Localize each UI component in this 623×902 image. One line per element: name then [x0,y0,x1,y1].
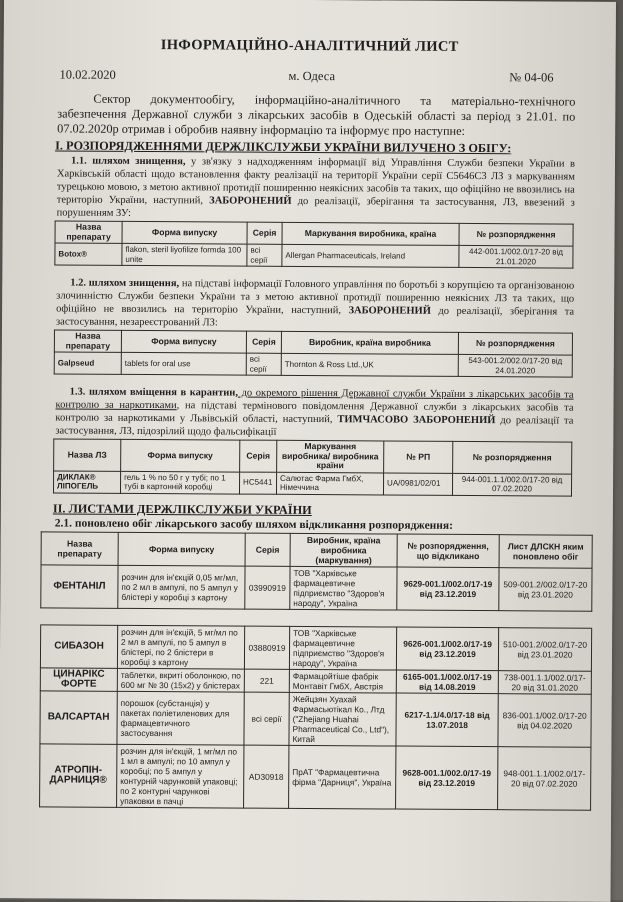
table-1-1 [54,220,573,268]
paragraph-1-1-lead: 1.1. шляхом знищення, [70,155,186,168]
drug-name-cell: ВАЛСАРТАН [40,690,117,743]
table-header-cell: Форма випуску [122,221,247,244]
table-row [55,243,573,268]
manufacturer-cell: ТОВ "Харківське фармацевтичне підприємство "Здоров'я народу", Україна [290,566,397,610]
series-cell: AD30918 [244,745,289,808]
paragraph-1-1-tail: до реалізації, зберігання та застосування, ЛЗ, ввезений з порушенням ЗУ: [56,195,575,219]
table-header-cell: Виробник, країна виробника (маркування) [290,533,397,567]
paragraph-1-3-lead: 1.3. шляхом вміщення в карантин, [69,386,239,399]
table-header-cell: Серія [245,533,290,566]
table-header-cell: Виробник, країна виробника [281,331,458,354]
form-cell: розчин для ін'єкцій 0,05 мг/мл, по 2 мл в ампулі, по 5 ампул у блістері у коробці з картону [118,565,245,609]
series-cell: 221 [244,669,289,692]
manufacturer-cell: Жейцзян Хуахай Фармасьютікал Ко., Лтд ("Zhejiang Huahai Pharmaceutical Co., Ltd"), Китай [289,692,396,746]
paragraph-1-2-strong: ЗАБОРОНЕНИЙ [348,305,431,317]
drug-name-cell: ФЕНТАНІЛ [41,564,118,607]
paragraph-1-3-text: , на підставі термінового повідомлення Державної служби з лікарських засобів та контролю за наркотиками у Львівській області, наступний, [55,400,574,426]
document-header [3,67,615,89]
table-header-cell: Форма випуску [121,330,246,353]
restore-letter-cell: 738-001.1.1/002.0/17-20 від 31.01.2020 [498,670,591,694]
paragraph-1-3-strong: ТИМЧАСОВО ЗАБОРОНЕНИЙ [337,414,496,427]
table-header-cell: Форма випуску [121,439,240,471]
series-cell: всі серії [246,353,281,375]
section-2-subheading: 2.1. поновлено обіг лікарського засобу шляхом відкликання розпорядження: [54,516,454,532]
table-row [53,470,571,495]
drug-name-cell: Botox® [55,243,122,265]
table-header-cell: № розпорядження, що відкликано [397,534,499,568]
table-row [54,352,572,377]
table-row [40,624,591,670]
series-cell: всі серії [247,244,282,266]
table-header-cell: Серія [247,222,282,244]
restore-letter-cell: 510-001.2/002.0/17-20 від 23.01.2020 [498,627,591,671]
paragraph-1-3-underlined: до окремого рішення Державної служби України з лікарських засобів та контролю за наркотиками [55,387,574,412]
manufacturer-cell: Фармацойтіше фабрік Монтавіт ГмбХ, Австрія [289,669,396,693]
table-row [40,743,591,809]
table-header-cell: Маркування виробника/ виробника країни [277,440,384,472]
paragraph-1-1-strong: ЗАБОРОНЕНИЙ [209,195,292,207]
revoked-order-cell: 9629-001.1/002.0/17-19 від 23.12.2019 [397,567,499,611]
table-header-cell: № розпорядження [459,223,573,246]
form-cell: гель 1 % по 50 г у тубі; по 1 тубі в картонній коробці [120,471,239,494]
table-row [41,564,592,610]
document-number: № 04-06 [509,70,554,85]
paragraph-1-3-tail: до реалізації та застосування, ЛЗ, підозрілий щодо фальсифікації [55,415,574,438]
drug-name-cell: Galpseud [54,352,121,374]
table-header-cell: № РП [384,441,453,473]
form-cell: таблетки, вкриті оболонкою, по 600 мг № 30 (15x2) у блістерах [117,668,244,692]
table-header-row [41,531,592,567]
manufacturer-cell: Allergan Pharmaceuticals, Ireland [282,244,459,267]
paragraph-1-1-text: у зв'язку з надходженням інформації від Управління Служби безпеки України в Харківській області щодо встановлення факту реалізації на території України серії C5646C3 ЛЗ з маркуванням турецькою мовою, з метою активної протидії поширенню неякісних засобів та таких, що офіційно не ввозились на територію України, наступний, [56,156,576,207]
section-1-heading: І. РОЗПОРЯДЖЕННЯМИ ДЕРЖЛІКСЛУЖБИ УКРАЇНИ ВИЛУЧЕНО З ОБІГУ: [55,138,512,156]
table-header-cell: № розпорядження [458,332,572,355]
table-header-cell: Серія [240,440,277,472]
table-header-cell: Назва ЛЗ [54,439,121,471]
paragraph-1-3 [55,385,573,440]
table-header-row [54,439,572,474]
series-cell: 03880919 [244,626,289,669]
registration-number-cell: UA/0981/02/01 [383,472,452,494]
revoked-order-cell: 9628-001.1/002.0/17-19 від 23.12.2019 [396,746,498,810]
table-1-3 [53,438,572,496]
paragraph-1-2-tail: до реалізації, зберігання та застосування, незареєстрований ЛЗ: [55,305,575,329]
table-1-2 [54,329,573,377]
order-number-cell: 944-001.1.1/002.0/17-20 від 07.02.2020 [452,473,571,496]
restore-letter-cell: 948-001.1.1/002.0/17-20 від 07.02.2020 [498,746,591,810]
section-2-heading: ІІ. ЛИСТАМИ ДЕРЖЛІКСЛУЖБИ УКРАЇНИ [52,500,312,517]
form-cell: розчин для ін'єкцій, 1 мг/мл по 1 мл в ампулі; по 10 ампул у коробці; по 5 ампул у контурній чарунковій упаковці; по 2 контурні чарункові упаковки в пачці [117,744,244,808]
series-cell: HC5441 [239,472,276,494]
table-header-cell: Лист ДЛСКН яким поновлено обіг [499,534,592,568]
revoked-order-cell: 6165-001.1/002.0/17-19 від 14.08.2019 [396,670,498,694]
series-cell: всі серії [244,692,289,745]
table-row [40,667,591,693]
form-cell: tablets for oral use [121,352,246,375]
manufacturer-cell: ТОВ "Харківське фармацевтичне підприємство "Здоров'я народу", Україна [289,626,396,670]
revoked-order-cell: 9626-001.1/002.0/17-19 від 23.12.2019 [396,627,498,671]
drug-name-cell: СИБАЗОН [40,624,117,667]
restore-letter-cell: 509-001.2/002.0/17-20 від 23.01.2020 [499,567,592,611]
document-date: 10.02.2020 [59,67,116,82]
form-cell: flakon, steril liyofilize formda 100 unite [122,243,247,266]
intro-paragraph: Сектор документообігу, інформаційно-аналітичного та матеріально-технічного забезпечення Державної служби з лікарських засобів в Одеській області за період з 21.01. по 07.02.2020р отримав і обробив наявну інформацію та інформує про наступне: [57,91,576,138]
paragraph-1-2-lead: 1.2. шляхом знищення, [70,277,180,290]
table-header-row [55,221,573,246]
drug-name-cell: ДИКЛАК® ЛІПОГЕЛЬ [53,470,120,492]
form-cell: розчин для ін'єкцій, 5 мг/мл по 2 мл в ампулі, по 5 ампул в блістері, по 2 блістери в коробці з картону [117,625,244,669]
table-row [40,690,591,746]
paragraph-1-2 [56,276,574,331]
revoked-order-cell: 6217-1.1/4.0/17-18 від 13.07.2018 [396,693,498,747]
restore-letter-cell: 836-001.1/002.0/17-20 від 04.02.2020 [498,693,591,747]
series-cell: 03990919 [245,566,290,609]
document-title: ІНФОРМАЦІЙНО-АНАЛІТИЧНИЙ ЛИСТ [160,37,459,55]
drug-name-cell: ЦИНАРІКС ФОРТЕ [40,667,117,690]
document-city: м. Одеса [288,68,336,84]
paragraph-1-2-text: на підставі інформації Головного управління по боротьбі з корупцією та організованою злочинністю Служби безпеки України та з метою активної протидії поширенню неякісних ЛЗ та таких, що офіційно не ввозились на територію України, наступний, [56,278,575,317]
order-number-cell: 442-001.1/002.0/17-20 від 21.01.2020 [459,245,573,268]
manufacturer-cell: Thornton & Ross Ltd.,UK [281,353,458,376]
manufacturer-cell: Салютас Фарма ГмбХ, Німеччина [276,472,383,495]
table-header-cell: Форма випуску [118,532,245,566]
manufacturer-cell: ПрАТ "Фармацевтична фірма "Дарниця", Україна [289,745,396,809]
table-header-cell: Назва препарату [54,330,121,352]
drug-name-cell: АТРОПІН-ДАРНИЦЯ® [40,743,117,806]
table-header-cell: Назва препарату [41,531,118,564]
table-2-1 [39,531,593,810]
table-header-cell: Маркування виробника, країна [282,222,459,245]
table-header-cell: Серія [246,331,281,353]
table-header-row [54,330,572,355]
table-header-cell: Назва препарату [55,221,122,243]
table-header-cell: № розпорядження [453,441,572,473]
form-cell: порошок (субстанція) у пакетах поліетиленових для фармацевтичного застосування [117,691,244,745]
order-number-cell: 543-001.2/002.0/17-20 від 24.01.2020 [458,354,572,377]
paragraph-1-1 [57,154,575,222]
